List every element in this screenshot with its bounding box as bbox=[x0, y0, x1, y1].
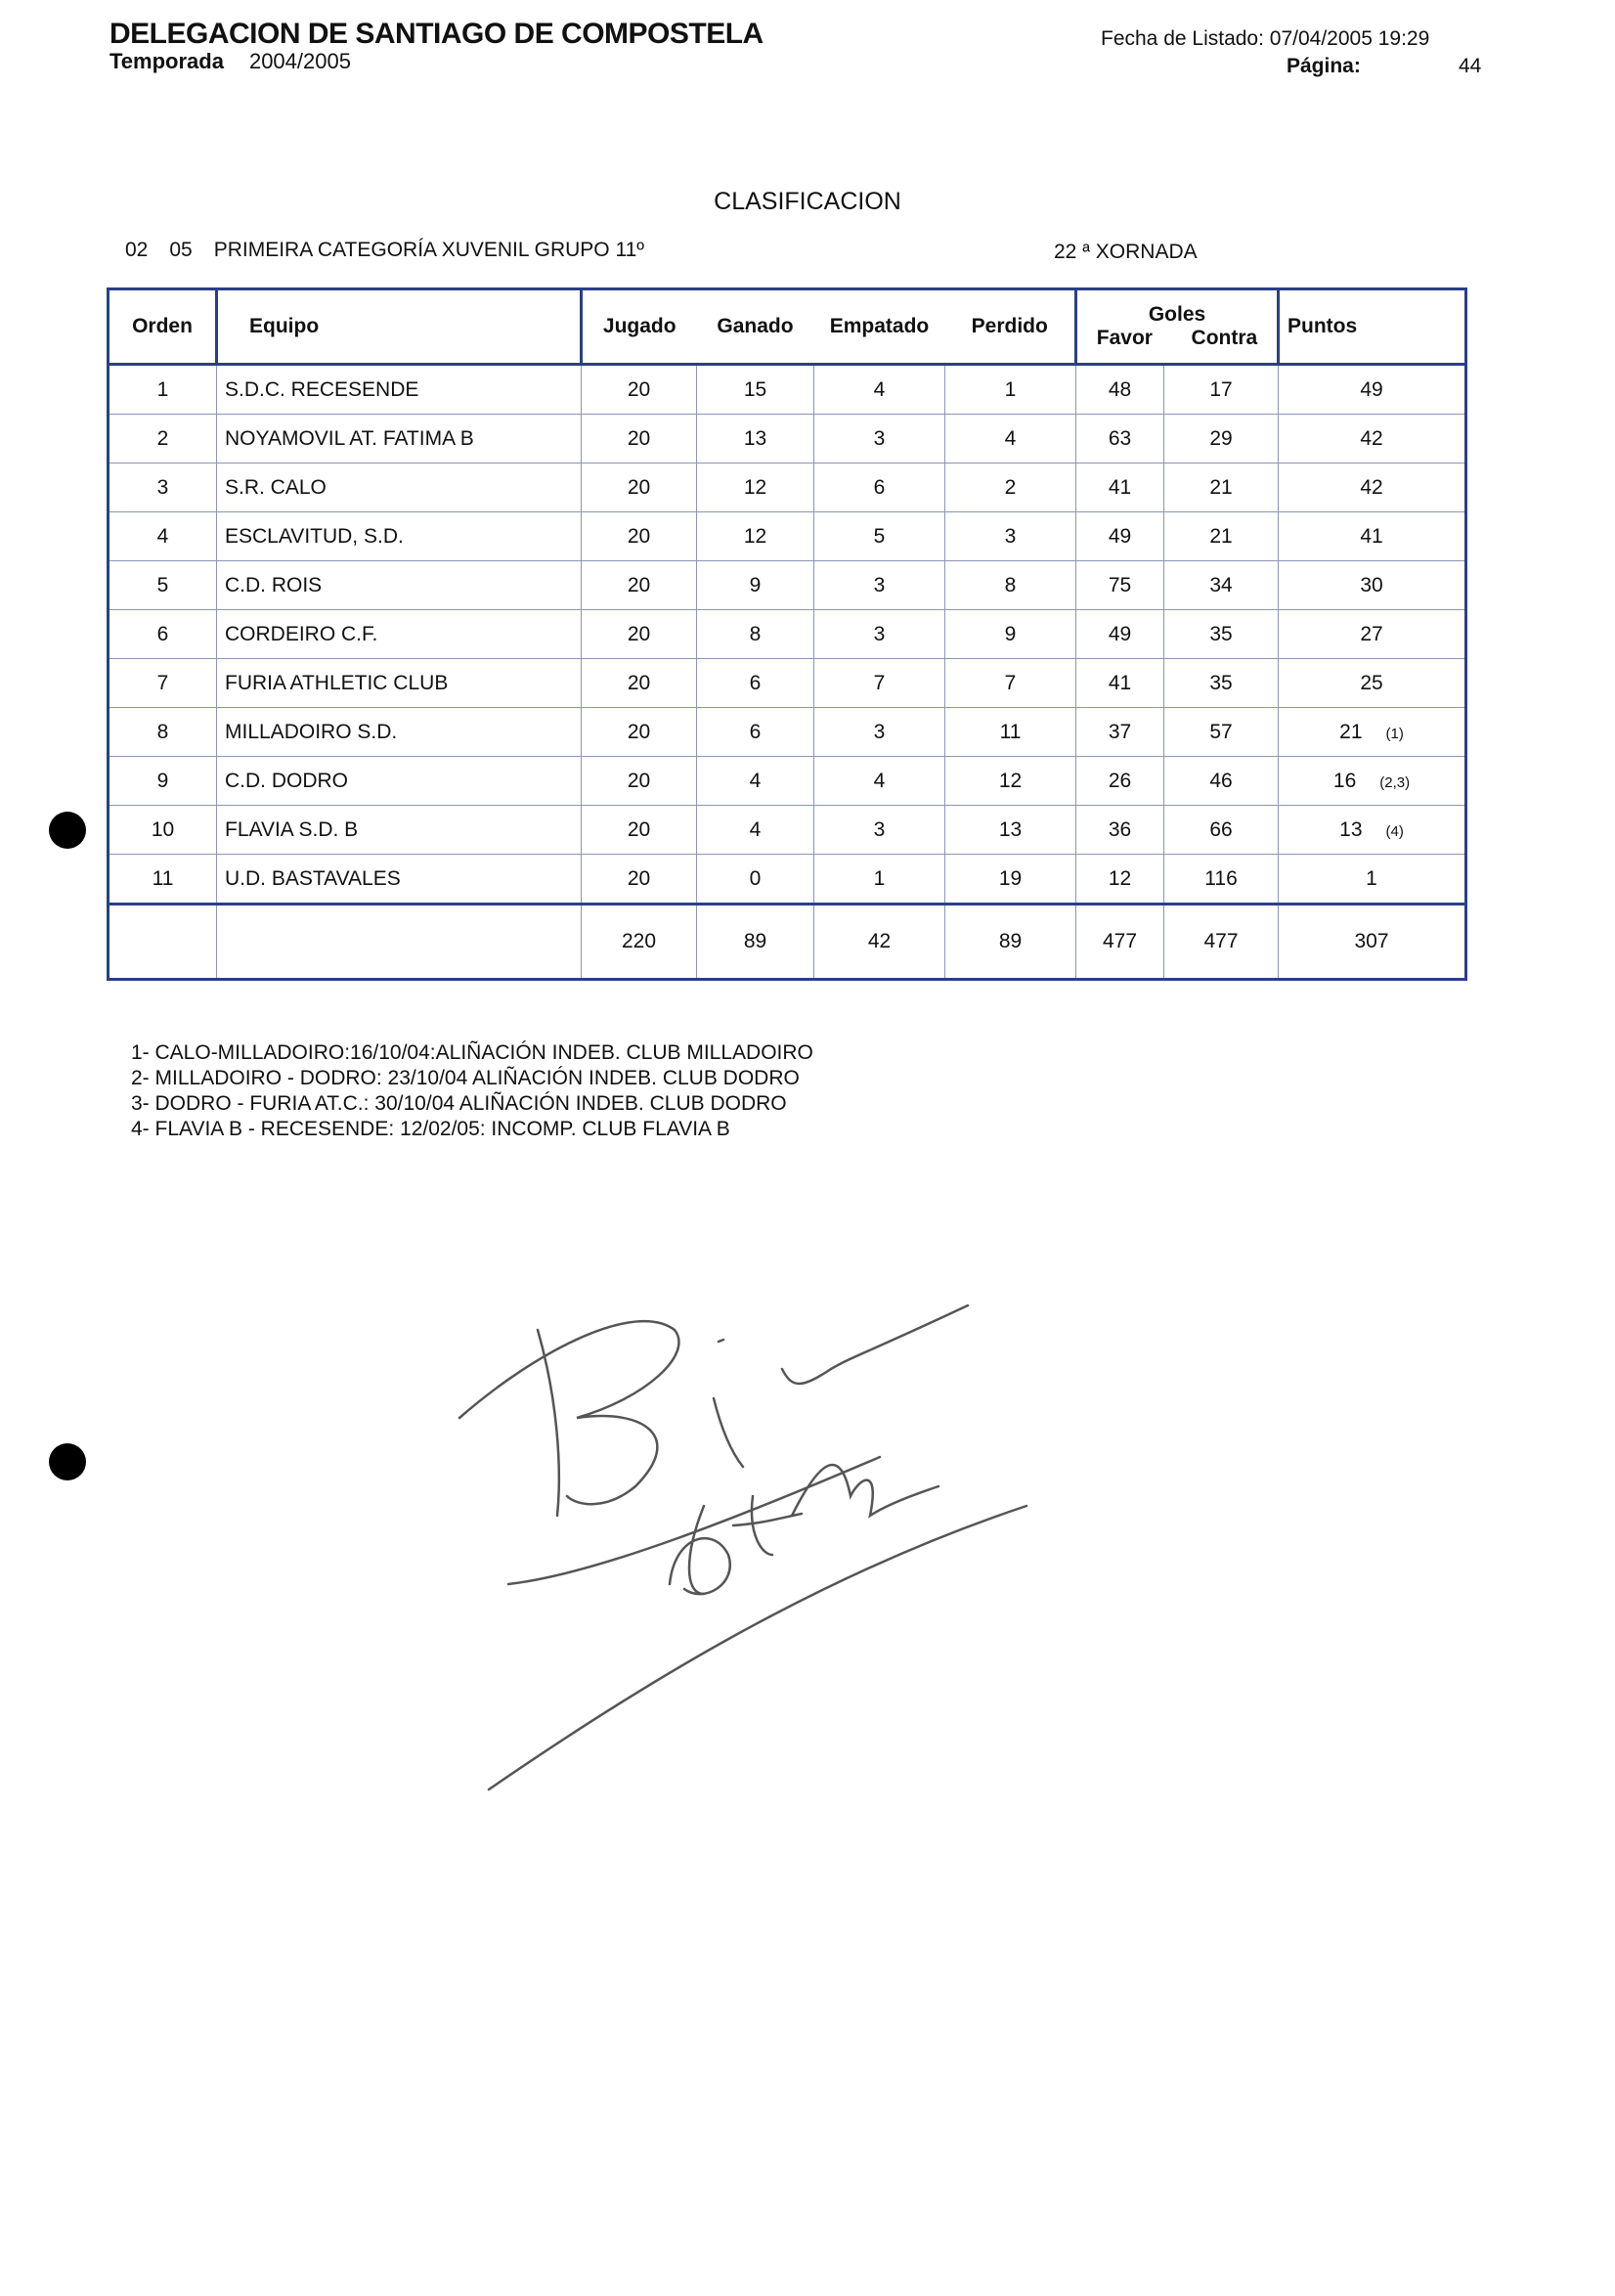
cell-favor: 41 bbox=[1076, 659, 1164, 708]
footnote: 3- DODRO - FURIA AT.C.: 30/10/04 ALIÑACIÓN INDEB. CLUB DODRO bbox=[131, 1092, 787, 1115]
cell-empatado: 3 bbox=[814, 610, 945, 659]
cell-jugado: 20 bbox=[582, 610, 697, 659]
round-label: 22 ª XORNADA bbox=[1054, 241, 1198, 263]
cell-perdido: 9 bbox=[945, 610, 1076, 659]
cell-jugado: 20 bbox=[582, 512, 697, 561]
cell-jugado: 20 bbox=[582, 659, 697, 708]
cell-empatado: 5 bbox=[814, 512, 945, 561]
table-row bbox=[109, 610, 1466, 659]
cell-puntos bbox=[1279, 855, 1466, 905]
table-row bbox=[109, 561, 1466, 610]
cell-ganado: 15 bbox=[697, 365, 814, 415]
cell-ganado: 6 bbox=[697, 708, 814, 757]
cell-favor: 26 bbox=[1076, 757, 1164, 806]
cell-ganado: 8 bbox=[697, 610, 814, 659]
table-row bbox=[109, 512, 1466, 561]
points-value: 25 bbox=[1360, 671, 1383, 694]
table-row bbox=[109, 659, 1466, 708]
cell-ganado: 12 bbox=[697, 512, 814, 561]
cell-favor: 12 bbox=[1076, 855, 1164, 905]
total-perdido: 89 bbox=[945, 905, 1076, 980]
table-row bbox=[109, 806, 1466, 855]
cell-puntos bbox=[1279, 464, 1466, 512]
cell-contra: 57 bbox=[1164, 708, 1279, 757]
standings-table bbox=[107, 287, 1464, 981]
group-name: PRIMEIRA CATEGORÍA XUVENIL GRUPO 11º bbox=[213, 239, 644, 261]
cell-empatado: 7 bbox=[814, 659, 945, 708]
cell-empatado: 3 bbox=[814, 708, 945, 757]
col-orden: Orden bbox=[109, 289, 217, 365]
footnote-ref: (4) bbox=[1385, 822, 1404, 840]
points-value: 49 bbox=[1360, 377, 1383, 401]
points-value: 21 bbox=[1339, 720, 1363, 743]
table-row bbox=[109, 708, 1466, 757]
footnotes bbox=[131, 1040, 813, 1142]
cell-jugado: 20 bbox=[582, 757, 697, 806]
cell-ganado: 6 bbox=[697, 659, 814, 708]
cell-ganado: 12 bbox=[697, 464, 814, 512]
total-jugado: 220 bbox=[582, 905, 697, 980]
cell-orden: 4 bbox=[109, 512, 217, 561]
cell-empatado: 4 bbox=[814, 757, 945, 806]
season bbox=[109, 49, 351, 74]
punch-hole bbox=[49, 1443, 86, 1480]
cell-contra: 35 bbox=[1164, 610, 1279, 659]
cell-empatado: 3 bbox=[814, 561, 945, 610]
cell-equipo: MILLADOIRO S.D. bbox=[217, 708, 582, 757]
cell-ganado: 0 bbox=[697, 855, 814, 905]
cell-contra: 34 bbox=[1164, 561, 1279, 610]
cell-perdido: 4 bbox=[945, 415, 1076, 464]
cell-equipo: C.D. DODRO bbox=[217, 757, 582, 806]
page-label: Página: bbox=[1287, 55, 1361, 77]
col-equipo: Equipo bbox=[217, 289, 582, 365]
cell-equipo: S.D.C. RECESENDE bbox=[217, 365, 582, 415]
cell-contra: 116 bbox=[1164, 855, 1279, 905]
cell-perdido: 7 bbox=[945, 659, 1076, 708]
cell-equipo: S.R. CALO bbox=[217, 464, 582, 512]
cell-equipo: CORDEIRO C.F. bbox=[217, 610, 582, 659]
cell-perdido: 8 bbox=[945, 561, 1076, 610]
cell-equipo: FURIA ATHLETIC CLUB bbox=[217, 659, 582, 708]
table-row bbox=[109, 415, 1466, 464]
cell-puntos bbox=[1279, 708, 1466, 757]
cell-perdido: 12 bbox=[945, 757, 1076, 806]
cell-equipo: U.D. BASTAVALES bbox=[217, 855, 582, 905]
cell-puntos bbox=[1279, 757, 1466, 806]
cell-ganado: 9 bbox=[697, 561, 814, 610]
cell-favor: 49 bbox=[1076, 610, 1164, 659]
page-title: CLASIFICACION bbox=[714, 188, 901, 215]
cell-orden: 1 bbox=[109, 365, 217, 415]
col-puntos: Puntos bbox=[1279, 289, 1466, 365]
total-puntos: 307 bbox=[1279, 905, 1466, 980]
cell-favor: 63 bbox=[1076, 415, 1164, 464]
points-value: 13 bbox=[1339, 817, 1363, 841]
cell-contra: 17 bbox=[1164, 365, 1279, 415]
cell-puntos bbox=[1279, 561, 1466, 610]
cell-perdido: 13 bbox=[945, 806, 1076, 855]
cell-jugado: 20 bbox=[582, 365, 697, 415]
points-value: 41 bbox=[1360, 524, 1383, 548]
group-code-2: 05 bbox=[169, 239, 193, 261]
cell-favor: 41 bbox=[1076, 464, 1164, 512]
page-number: 44 bbox=[1459, 55, 1482, 77]
cell-contra: 29 bbox=[1164, 415, 1279, 464]
table-row bbox=[109, 855, 1466, 905]
totals-row bbox=[109, 905, 1466, 980]
cell-empatado: 3 bbox=[814, 415, 945, 464]
cell-favor: 37 bbox=[1076, 708, 1164, 757]
cell-orden: 9 bbox=[109, 757, 217, 806]
cell-orden: 5 bbox=[109, 561, 217, 610]
cell-puntos bbox=[1279, 512, 1466, 561]
cell-orden: 10 bbox=[109, 806, 217, 855]
group-code-1: 02 bbox=[125, 239, 149, 261]
cell-perdido: 19 bbox=[945, 855, 1076, 905]
points-value: 27 bbox=[1360, 622, 1383, 645]
punch-hole bbox=[49, 812, 86, 849]
cell-contra: 21 bbox=[1164, 512, 1279, 561]
footnote: 1- CALO-MILLADOIRO:16/10/04:ALIÑACIÓN INDEB. CLUB MILLADOIRO bbox=[131, 1041, 813, 1064]
cell-contra: 35 bbox=[1164, 659, 1279, 708]
cell-puntos bbox=[1279, 610, 1466, 659]
col-ganado: Ganado bbox=[697, 289, 814, 365]
cell-jugado: 20 bbox=[582, 561, 697, 610]
cell-orden: 6 bbox=[109, 610, 217, 659]
table-header bbox=[109, 289, 1466, 365]
cell-equipo: C.D. ROIS bbox=[217, 561, 582, 610]
cell-ganado: 13 bbox=[697, 415, 814, 464]
cell-perdido: 2 bbox=[945, 464, 1076, 512]
cell-puntos bbox=[1279, 659, 1466, 708]
cell-orden: 11 bbox=[109, 855, 217, 905]
cell-favor: 36 bbox=[1076, 806, 1164, 855]
total-empatado: 42 bbox=[814, 905, 945, 980]
cell-jugado: 20 bbox=[582, 855, 697, 905]
cell-jugado: 20 bbox=[582, 464, 697, 512]
group-line bbox=[125, 239, 666, 262]
footnote-ref: (2,3) bbox=[1379, 773, 1411, 791]
cell-orden: 2 bbox=[109, 415, 217, 464]
col-perdido: Perdido bbox=[945, 289, 1076, 365]
cell-puntos bbox=[1279, 415, 1466, 464]
cell-favor: 48 bbox=[1076, 365, 1164, 415]
cell-contra: 66 bbox=[1164, 806, 1279, 855]
cell-contra: 21 bbox=[1164, 464, 1279, 512]
handwritten-signature bbox=[450, 1261, 1212, 1809]
cell-jugado: 20 bbox=[582, 708, 697, 757]
points-value: 16 bbox=[1332, 769, 1357, 792]
cell-jugado: 20 bbox=[582, 415, 697, 464]
table-row bbox=[109, 464, 1466, 512]
cell-contra: 46 bbox=[1164, 757, 1279, 806]
col-empatado: Empatado bbox=[814, 289, 945, 365]
cell-puntos bbox=[1279, 806, 1466, 855]
col-goles bbox=[1076, 289, 1279, 365]
total-ganado: 89 bbox=[697, 905, 814, 980]
cell-equipo: NOYAMOVIL AT. FATIMA B bbox=[217, 415, 582, 464]
cell-favor: 49 bbox=[1076, 512, 1164, 561]
col-contra: Contra bbox=[1191, 327, 1258, 349]
season-value: 2004/2005 bbox=[248, 49, 351, 73]
footnote-ref: (1) bbox=[1385, 725, 1404, 742]
cell-perdido: 11 bbox=[945, 708, 1076, 757]
cell-jugado: 20 bbox=[582, 806, 697, 855]
cell-orden: 7 bbox=[109, 659, 217, 708]
organization-title: DELEGACION DE SANTIAGO DE COMPOSTELA bbox=[109, 18, 764, 50]
footnote: 4- FLAVIA B - RECESENDE: 12/02/05: INCOMP. CLUB FLAVIA B bbox=[131, 1118, 730, 1140]
cell-favor: 75 bbox=[1076, 561, 1164, 610]
listing-date: Fecha de Listado: 07/04/2005 19:29 bbox=[1101, 27, 1430, 50]
points-value: 42 bbox=[1360, 475, 1383, 499]
table-row bbox=[109, 365, 1466, 415]
cell-ganado: 4 bbox=[697, 806, 814, 855]
cell-empatado: 1 bbox=[814, 855, 945, 905]
cell-equipo: FLAVIA S.D. B bbox=[217, 806, 582, 855]
points-value: 30 bbox=[1360, 573, 1383, 596]
footnote: 2- MILLADOIRO - DODRO: 23/10/04 ALIÑACIÓN INDEB. CLUB DODRO bbox=[131, 1067, 800, 1089]
cell-empatado: 3 bbox=[814, 806, 945, 855]
goles-label: Goles bbox=[1148, 303, 1206, 326]
season-label: Temporada bbox=[109, 49, 224, 73]
col-jugado: Jugado bbox=[582, 289, 697, 365]
cell-orden: 8 bbox=[109, 708, 217, 757]
cell-orden: 3 bbox=[109, 464, 217, 512]
points-value: 1 bbox=[1366, 866, 1377, 890]
total-favor: 477 bbox=[1076, 905, 1164, 980]
cell-ganado: 4 bbox=[697, 757, 814, 806]
table-row bbox=[109, 757, 1466, 806]
cell-puntos bbox=[1279, 365, 1466, 415]
cell-empatado: 6 bbox=[814, 464, 945, 512]
cell-perdido: 1 bbox=[945, 365, 1076, 415]
cell-equipo: ESCLAVITUD, S.D. bbox=[217, 512, 582, 561]
col-favor: Favor bbox=[1096, 327, 1153, 349]
points-value: 42 bbox=[1360, 426, 1383, 450]
total-contra: 477 bbox=[1164, 905, 1279, 980]
cell-perdido: 3 bbox=[945, 512, 1076, 561]
cell-empatado: 4 bbox=[814, 365, 945, 415]
